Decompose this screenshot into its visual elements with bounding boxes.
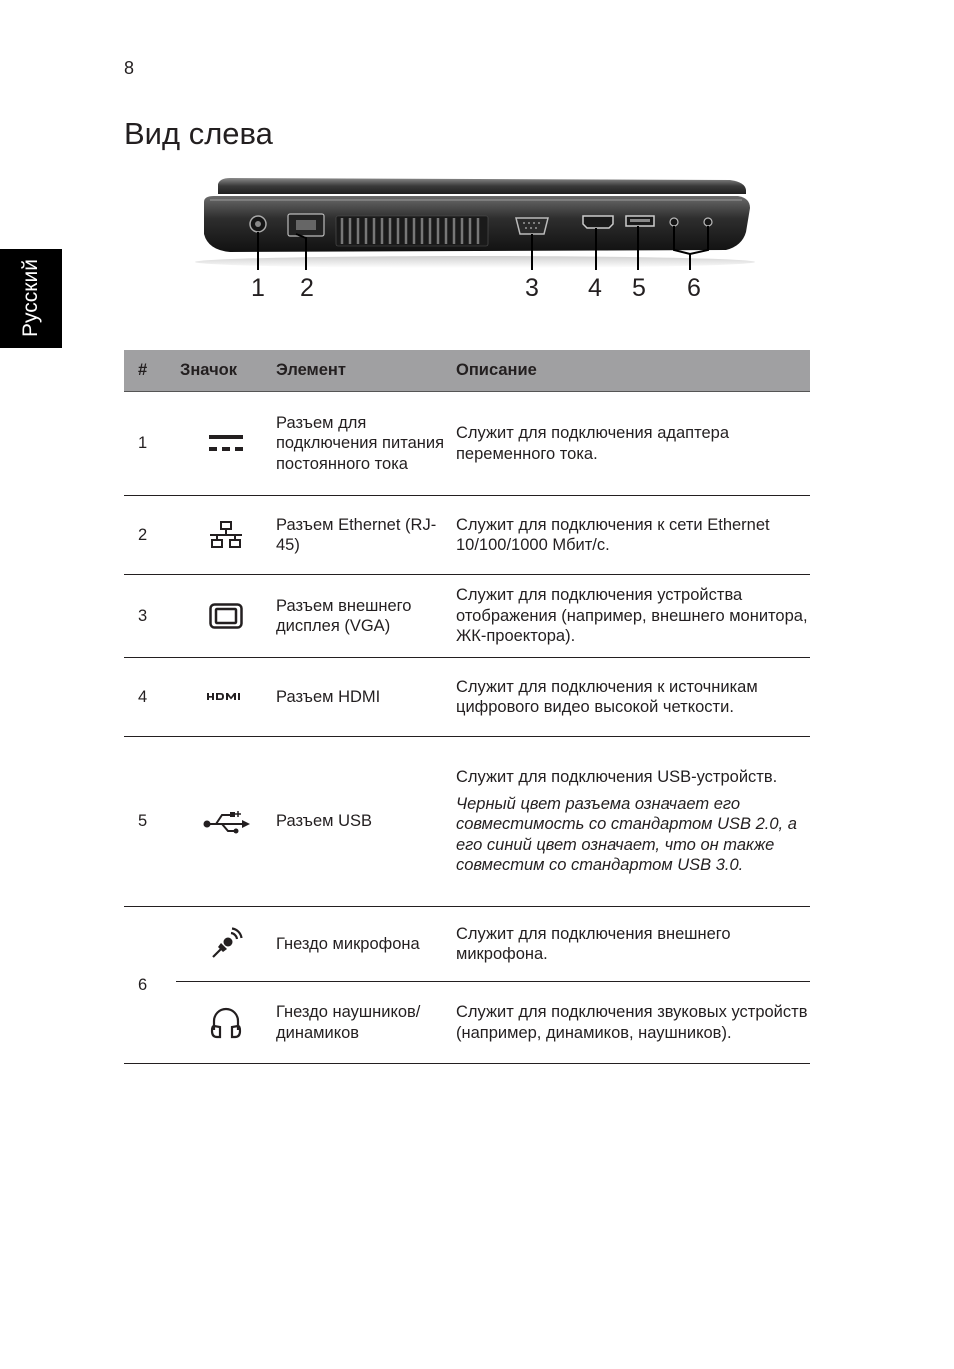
microphone-icon <box>209 927 243 961</box>
row-num: 3 <box>124 575 176 658</box>
table-row <box>124 496 810 575</box>
row-num: 4 <box>124 658 176 737</box>
page-number: 8 <box>124 58 135 78</box>
hdmi-icon <box>207 692 245 702</box>
headphones-icon <box>210 1006 242 1040</box>
row-num: 2 <box>124 496 176 575</box>
ethernet-icon <box>209 521 243 549</box>
row-description: Служит для подключения звуковых устройств (например, динамиков, наушников). <box>456 982 810 1064</box>
header-num: # <box>124 350 176 392</box>
table-header-row <box>124 350 810 392</box>
table-row <box>124 392 810 496</box>
table-row <box>124 907 810 982</box>
language-side-tab-label: Русский <box>19 259 42 337</box>
callout-6: 6 <box>687 274 701 302</box>
laptop-left-side-illustration <box>190 172 760 302</box>
row-element: Гнездо микрофона <box>276 907 456 982</box>
row-description: Служит для подключения USB-устройств. <box>456 768 778 787</box>
page-title: Вид слева <box>124 116 273 151</box>
callout-1: 1 <box>251 274 265 302</box>
row-element: Гнездо наушников/ динамиков <box>276 982 456 1064</box>
header-description: Описание <box>456 350 810 392</box>
row-element: Разъем HDMI <box>276 658 456 737</box>
callout-3: 3 <box>525 274 539 302</box>
vga-monitor-icon <box>209 603 243 629</box>
row-description: Служит для подключения устройства отображения (например, внешнего монитора, ЖК-проектора). <box>456 575 810 658</box>
row-element: Разъем USB <box>276 737 456 907</box>
table-row <box>124 658 810 737</box>
header-element: Элемент <box>276 350 456 392</box>
dc-power-icon <box>208 433 244 455</box>
ports-table <box>124 350 810 1064</box>
row-description: Служит для подключения внешнего микрофона. <box>456 907 810 982</box>
usb-icon <box>202 810 250 834</box>
row-description: Служит для подключения к сети Ethernet 10/100/1000 Мбит/с. <box>456 496 810 575</box>
row-num: 6 <box>124 907 176 1064</box>
callout-5: 5 <box>632 274 646 302</box>
row-num: 5 <box>124 737 176 907</box>
row-element: Разъем для подключения питания постоянного тока <box>276 392 456 496</box>
table-row <box>124 575 810 658</box>
callout-4: 4 <box>588 274 602 302</box>
row-element: Разъем Ethernet (RJ-45) <box>276 496 456 575</box>
row-description-note: Черный цвет разъема означает его совместимость со стандартом USB 2.0, а его синий цвет означает, что он также совместим со стандартом USB 3.0. <box>456 794 797 875</box>
header-icon: Значок <box>176 350 276 392</box>
table-row <box>124 982 810 1064</box>
row-description: Служит для подключения к источникам цифрового видео высокой четкости. <box>456 658 810 737</box>
table-row <box>124 737 810 907</box>
row-element: Разъем внешнего дисплея (VGA) <box>276 575 456 658</box>
row-description: Служит для подключения адаптера переменного тока. <box>456 392 810 496</box>
row-num: 1 <box>124 392 176 496</box>
language-side-tab <box>0 249 62 348</box>
callout-2: 2 <box>300 274 314 302</box>
